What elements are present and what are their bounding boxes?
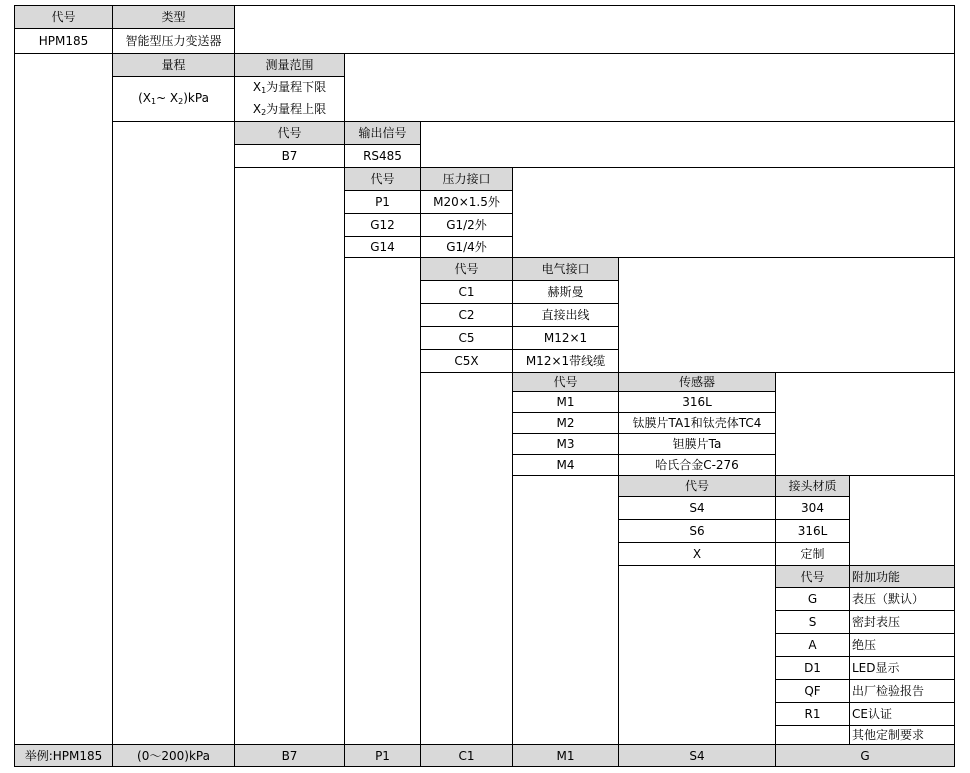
extra-value: 绝压 xyxy=(849,633,955,657)
extra-code-header: 代号 xyxy=(775,565,850,588)
electrical-code: C1 xyxy=(420,280,513,304)
sensor-header: 传感器 xyxy=(618,372,776,392)
extra-value: 出厂检验报告 xyxy=(849,679,955,703)
electrical-code-header: 代号 xyxy=(420,257,513,281)
joint-value: 304 xyxy=(775,496,850,520)
extra-code: A xyxy=(775,633,850,657)
sensor-code: M4 xyxy=(512,454,619,476)
joint-value: 定制 xyxy=(775,542,850,566)
electrical-value: 赫斯曼 xyxy=(512,280,619,304)
range-lower-note: $X_1$为量程下限 xyxy=(252,80,327,95)
sensor-code-header: 代号 xyxy=(512,372,619,392)
output-value: RS485 xyxy=(344,144,421,168)
joint-value: 316L xyxy=(775,519,850,543)
electrical-code: C2 xyxy=(420,303,513,327)
extra-value: CE认证 xyxy=(849,702,955,726)
electrical-code: C5 xyxy=(420,326,513,350)
joint-code: S4 xyxy=(618,496,776,520)
extra-code: G xyxy=(775,587,850,611)
sensor-value: 钛膜片TA1和钛壳体TC4 xyxy=(618,412,776,434)
example-port: P1 xyxy=(344,744,421,767)
extra-code: S xyxy=(775,610,850,634)
range-header: 量程 xyxy=(112,53,235,77)
model-code: HPM185 xyxy=(14,28,113,54)
output-header: 输出信号 xyxy=(344,121,421,145)
example-output: B7 xyxy=(234,744,345,767)
electrical-value: M12×1 xyxy=(512,326,619,350)
model-type: 智能型压力变送器 xyxy=(112,28,235,54)
row-divider xyxy=(234,167,955,168)
sensor-value: 钽膜片Ta xyxy=(618,433,776,455)
example-extra: G xyxy=(775,744,955,767)
joint-header: 接头材质 xyxy=(775,475,850,497)
example-label: 举例:HPM185 xyxy=(14,744,113,767)
electrical-code: C5X xyxy=(420,349,513,373)
port-value: M20×1.5外 xyxy=(420,190,513,214)
output-code-header: 代号 xyxy=(234,121,345,145)
port-header: 压力接口 xyxy=(420,167,513,191)
measure-range-header: 测量范围 xyxy=(234,53,345,77)
range-value xyxy=(112,76,235,122)
electrical-header: 电气接口 xyxy=(512,257,619,281)
sensor-value: 316L xyxy=(618,391,776,413)
joint-code: S6 xyxy=(618,519,776,543)
example-range: (0～200)kPa xyxy=(112,744,235,767)
extra-value: 其他定制要求 xyxy=(849,725,955,745)
extra-value: LED显示 xyxy=(849,656,955,680)
example-electrical: C1 xyxy=(420,744,513,767)
extra-code xyxy=(775,725,850,745)
extra-code: D1 xyxy=(775,656,850,680)
sensor-value: 哈氏合金C-276 xyxy=(618,454,776,476)
port-code-header: 代号 xyxy=(344,167,421,191)
port-code: P1 xyxy=(344,190,421,214)
joint-code: X xyxy=(618,542,776,566)
port-value: G1/4外 xyxy=(420,236,513,258)
extra-value: 密封表压 xyxy=(849,610,955,634)
sensor-code: M3 xyxy=(512,433,619,455)
port-code: G12 xyxy=(344,213,421,237)
output-code: B7 xyxy=(234,144,345,168)
port-value: G1/2外 xyxy=(420,213,513,237)
range-value-text: ($X_1\sim$ $X_2)kPa$ xyxy=(138,91,209,106)
extra-code: R1 xyxy=(775,702,850,726)
port-code: G14 xyxy=(344,236,421,258)
joint-code-header: 代号 xyxy=(618,475,776,497)
extra-value: 表压（默认） xyxy=(849,587,955,611)
extra-code: QF xyxy=(775,679,850,703)
range-upper-note: $X_2$为量程上限 xyxy=(252,102,327,117)
electrical-value: 直接出线 xyxy=(512,303,619,327)
example-sensor: M1 xyxy=(512,744,619,767)
example-joint: S4 xyxy=(618,744,776,767)
sensor-code: M1 xyxy=(512,391,619,413)
range-description xyxy=(234,76,345,122)
model-type-header: 类型 xyxy=(112,5,235,29)
model-code-header: 代号 xyxy=(14,5,113,29)
sensor-code: M2 xyxy=(512,412,619,434)
extra-header: 附加功能 xyxy=(849,565,955,588)
electrical-value: M12×1带线缆 xyxy=(512,349,619,373)
